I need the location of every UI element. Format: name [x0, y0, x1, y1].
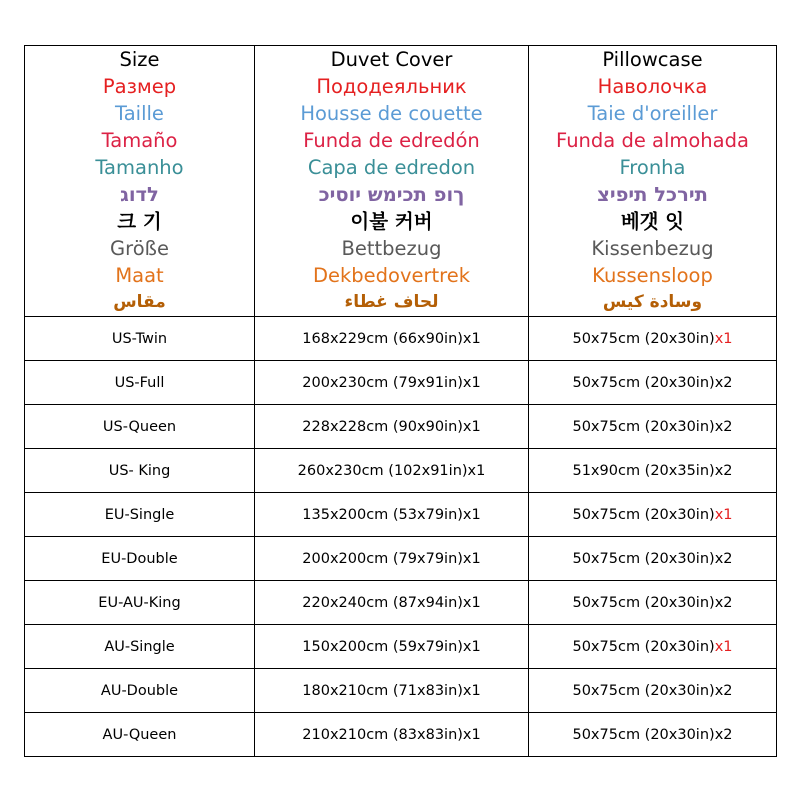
pillowcase-dimensions: 50x75cm (20x30in) [572, 682, 715, 699]
table-row [25, 361, 777, 405]
header-size-ru: Размер [102, 75, 177, 98]
header-duvet-de: Bettbezug [341, 237, 442, 260]
pillowcase-quantity: x2 [714, 594, 733, 611]
header-size-pt: Tamanho [95, 156, 184, 179]
duvet-size-cell: 135x200cm (53x79in)x1 [255, 493, 529, 537]
pillowcase-quantity: x1 [714, 638, 733, 655]
table-row [25, 405, 777, 449]
header-cell-size [25, 46, 255, 317]
header-size-fr: Taille [115, 102, 164, 125]
pillowcase-size-cell [529, 317, 777, 361]
header-size-de: Größe [110, 237, 169, 260]
header-duvet-en: Duvet Cover [330, 48, 453, 71]
size-cell: AU-Single [25, 625, 255, 669]
header-duvet-he: ךופ תכימש יוסיכ [318, 183, 465, 206]
pillowcase-quantity: x1 [714, 330, 733, 347]
pillowcase-size-cell [529, 361, 777, 405]
duvet-size-cell: 150x200cm (59x79in)x1 [255, 625, 529, 669]
header-pillow-de: Kissenbezug [591, 237, 714, 260]
header-duvet-es: Funda de edredón [303, 129, 480, 152]
header-duvet-ru: Пододеяльник [316, 75, 467, 98]
duvet-size-cell: 180x210cm (71x83in)x1 [255, 669, 529, 713]
table-row [25, 625, 777, 669]
pillowcase-dimensions: 50x75cm (20x30in) [572, 594, 715, 611]
pillowcase-quantity: x2 [714, 682, 733, 699]
pillowcase-size-cell [529, 581, 777, 625]
duvet-size-cell: 228x228cm (90x90in)x1 [255, 405, 529, 449]
table-row [25, 317, 777, 361]
header-pillow-nl: Kussensloop [592, 264, 713, 287]
duvet-size-cell: 210x210cm (83x83in)x1 [255, 713, 529, 757]
header-size-nl: Maat [115, 264, 164, 287]
pillowcase-dimensions: 50x75cm (20x30in) [572, 418, 715, 435]
header-duvet-ar: لحاف غطاء [344, 292, 439, 312]
table-row [25, 537, 777, 581]
header-size-ko: 크 기 [117, 210, 162, 233]
pillowcase-dimensions: 50x75cm (20x30in) [572, 374, 715, 391]
size-cell: US-Queen [25, 405, 255, 449]
pillowcase-size-cell [529, 537, 777, 581]
size-cell: EU-Double [25, 537, 255, 581]
pillowcase-dimensions: 50x75cm (20x30in) [572, 330, 715, 347]
pillowcase-size-cell [529, 669, 777, 713]
header-cell-pillowcase [529, 46, 777, 317]
header-duvet-fr: Housse de couette [300, 102, 483, 125]
pillowcase-dimensions: 50x75cm (20x30in) [572, 638, 715, 655]
table-row [25, 449, 777, 493]
size-cell: EU-Single [25, 493, 255, 537]
header-size-ar: مقاس [113, 292, 166, 312]
header-pillow-en: Pillowcase [602, 48, 703, 71]
pillowcase-quantity: x2 [714, 462, 733, 479]
duvet-size-cell: 260x230cm (102x91in)x1 [255, 449, 529, 493]
header-pillow-ru: Наволочка [597, 75, 708, 98]
pillowcase-size-cell [529, 449, 777, 493]
table-row [25, 581, 777, 625]
pillowcase-dimensions: 50x75cm (20x30in) [572, 550, 715, 567]
header-size-he: לדוג [120, 183, 159, 206]
size-cell: AU-Double [25, 669, 255, 713]
duvet-size-cell: 220x240cm (87x94in)x1 [255, 581, 529, 625]
duvet-size-cell: 168x229cm (66x90in)x1 [255, 317, 529, 361]
header-cell-duvet [255, 46, 529, 317]
size-cell: EU-AU-King [25, 581, 255, 625]
pillowcase-dimensions: 50x75cm (20x30in) [572, 726, 715, 743]
pillowcase-size-cell [529, 405, 777, 449]
header-duvet-ko: 이불 커버 [350, 210, 433, 233]
size-cell: US-Twin [25, 317, 255, 361]
header-size-es: Tamaño [101, 129, 178, 152]
header-duvet-nl: Dekbedovertrek [312, 264, 471, 287]
table-row [25, 713, 777, 757]
pillowcase-quantity: x1 [714, 506, 733, 523]
header-pillow-he: תירכל תיפיצ [597, 183, 708, 206]
header-duvet-pt: Capa de edredon [307, 156, 476, 179]
header-pillow-fr: Taie d'oreiller [587, 102, 718, 125]
pillowcase-dimensions: 50x75cm (20x30in) [572, 506, 715, 523]
header-pillow-es: Funda de almohada [556, 129, 749, 152]
header-row [25, 46, 777, 317]
pillowcase-dimensions: 51x90cm (20x35in) [572, 462, 715, 479]
pillowcase-quantity: x2 [714, 550, 733, 567]
header-pillow-ko: 베갯 잇 [620, 210, 685, 233]
size-cell: US-Full [25, 361, 255, 405]
pillowcase-size-cell [529, 625, 777, 669]
header-pillow-ar: وسادة كيس [602, 292, 703, 312]
pillowcase-quantity: x2 [714, 374, 733, 391]
pillowcase-quantity: x2 [714, 418, 733, 435]
duvet-size-cell: 200x230cm (79x91in)x1 [255, 361, 529, 405]
size-cell: US- King [25, 449, 255, 493]
pillowcase-quantity: x2 [714, 726, 733, 743]
table-row [25, 493, 777, 537]
size-cell: AU-Queen [25, 713, 255, 757]
pillowcase-size-cell [529, 713, 777, 757]
header-size-en: Size [119, 48, 160, 71]
duvet-size-cell: 200x200cm (79x79in)x1 [255, 537, 529, 581]
size-chart-table [24, 45, 777, 757]
table-row [25, 669, 777, 713]
pillowcase-size-cell [529, 493, 777, 537]
header-pillow-pt: Fronha [619, 156, 686, 179]
